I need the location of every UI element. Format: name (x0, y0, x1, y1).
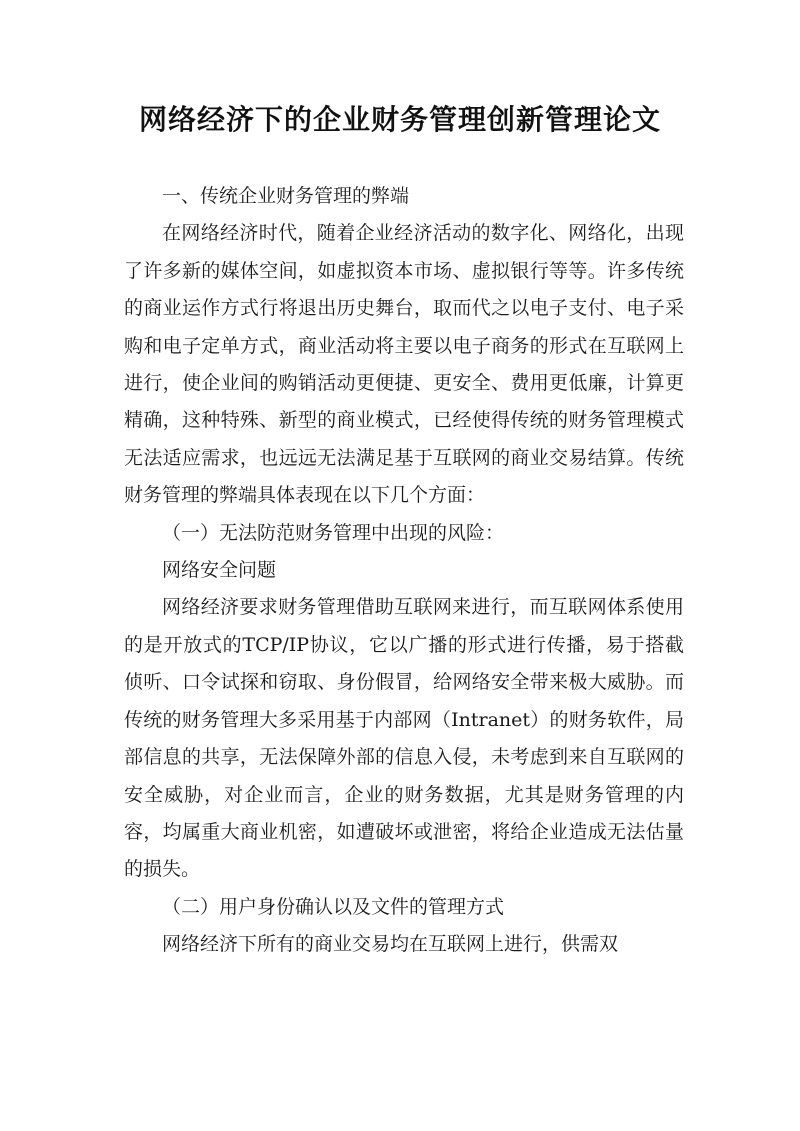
subsection-heading: （一）无法防范财务管理中出现的风险： (162, 521, 505, 544)
document-body (124, 178, 684, 964)
body-paragraph: 网络经济下所有的商业交易均在互联网上进行，供需双 (162, 933, 619, 956)
document-title: 网络经济下的企业财务管理创新管理论文 (138, 103, 661, 136)
body-paragraph: 在网络经济时代，随着企业经济活动的数字化、网络化，出现了许多新的媒体空间，如虚拟资本市场、虚拟银行等等。许多传统的商业运作方式行将退出历史舞台，取而代之以电子支付、电子采购和电子定单方式，商业活动将主要以电子商务的形式在互联网上进行，使企业间的购销活动更便捷、更安全、费用更低廉，计算更精确，这种特殊、新型的商业模式，已经使得传统的财务管理模式无法适应需求，也远远无法满足基于互联网的商业交易结算。传统财务管理的弊端具体表现在以下几个方面： (124, 222, 684, 507)
body-paragraph: 网络经济要求财务管理借助互联网来进行，而互联网体系使用的是开放式的TCP/IP协议，它以广播的形式进行传播，易于搭截侦听、口令试探和窃取、身份假冒，给网络安全带来极大威胁。而传统的财务管理大多采用基于内部网（Intranet）的财务软件，局部信息的共享，无法保障外部的信息入侵，未考虑到来自互联网的安全威胁，对企业而言，企业的财务数据，尤其是财务管理的内容，均属重大商业机密，如遭破坏或泄密，将给企业造成无法估量的损失。 (124, 596, 684, 881)
section-heading: 一、传统企业财务管理的弊端 (162, 185, 410, 207)
subsection-heading: （二）用户身份确认以及文件的管理方式 (162, 895, 505, 918)
subsection-heading: 网络安全问题 (162, 559, 277, 582)
